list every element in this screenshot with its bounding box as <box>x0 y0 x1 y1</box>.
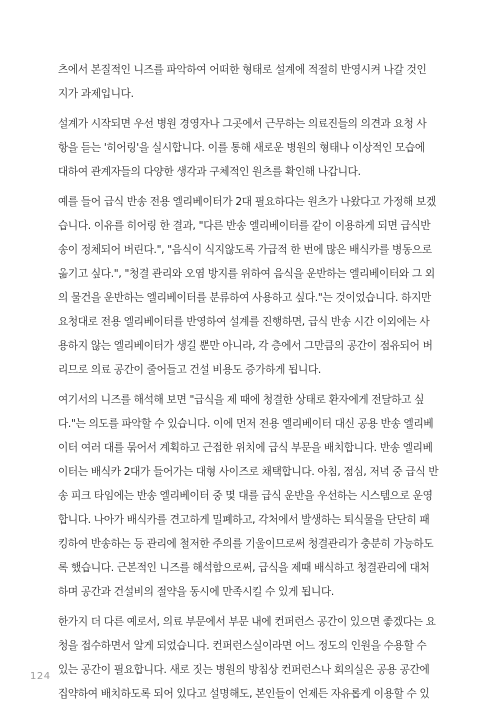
text-line: 집약하여 배치하도록 되어 있다고 설명해도, 본인들이 언제든 자유롭게 이용할 수 있 <box>58 688 430 700</box>
text-line: 록 했습니다. 근본적인 니즈를 해석함으로써, 급식을 제때 배식하고 청결관리에 대처 <box>58 562 430 574</box>
text-line: 예를 들어 급식 반송 전용 엘리베이터가 2대 필요하다는 원츠가 나왔다고 가정해 보겠 <box>58 196 436 208</box>
paragraph <box>58 610 452 706</box>
text-line: 송 피크 타임에는 반송 엘리베이터 중 몇 대를 급식 운반을 우선하는 시스템으로 운영 <box>58 490 433 502</box>
paragraph-list <box>58 58 452 706</box>
text-line: 츠에서 본질적인 니즈를 파악하여 어떠한 형태로 설계에 적절히 반영시켜 나갈 것인 <box>58 64 427 76</box>
text-line: 대하여 관계자들의 다양한 생각과 구체적인 원츠를 확인해 나갑니다. <box>58 166 361 178</box>
text-line: 송이 정체되어 버린다.", "음식이 식지않도록 가급적 한 번에 많은 배식카를 병동으로 <box>58 244 432 256</box>
text-line: 여기서의 니즈를 해석해 보면 "급식을 제 때에 청결한 상태로 환자에게 전달하고 싶 <box>58 394 425 406</box>
text-line: 한가지 더 다른 예로서, 의료 부문에서 부문 내에 컨퍼런스 공간이 있으면 좋겠다는 요 <box>58 616 436 628</box>
text-line: 있는 공간이 필요합니다. 새로 짓는 병원의 방침상 컨퍼런스나 회의실은 공용 공간에 <box>58 664 430 676</box>
text-line: 다."는 의도를 파악할 수 있습니다. 이에 먼저 전용 엘리베이터 대신 공용 반송 엘리베 <box>58 418 434 430</box>
text-line: 항을 듣는 '히어링'을 실시합니다. 이를 통해 새로운 병원의 형태나 이상적인 모습에 <box>58 142 425 154</box>
text-line: 지가 과제입니다. <box>58 88 134 100</box>
text-line: 킹하여 반송하는 등 관리에 철저한 주의를 기울이므로써 청결관리가 충분히 가능하도 <box>58 538 434 550</box>
text-line: 옮기고 싶다.", "청결 관리와 오염 방지를 위하여 음식을 운반하는 엘리베이터와 그 외 <box>58 268 435 280</box>
page-body <box>58 58 452 712</box>
text-line: 의 물건을 운반하는 엘리베이터를 분류하여 사용하고 싶다."는 것이었습니다. 하지만 <box>58 292 431 304</box>
page-number: 124 <box>30 671 51 682</box>
text-line: 요청대로 전용 엘리베이터를 반영하여 설계를 진행하면, 급식 반송 시간 이외에는 사 <box>58 316 430 328</box>
text-line: 습니다. 이유를 히어링 한 결과, "다른 반송 엘리베이터를 같이 이용하게 되면 급식반 <box>58 220 431 232</box>
paragraph <box>58 388 452 604</box>
text-line: 용하지 않는 엘리베이터가 생길 뿐만 아니라, 각 층에서 그만큼의 공간이 점유되어 버 <box>58 340 433 352</box>
paragraph <box>58 190 452 382</box>
paragraph <box>58 58 452 106</box>
text-line: 이터는 배식카 2대가 들어가는 대형 사이즈로 채택합니다. 아침, 점심, 저녁 중 급식 반 <box>58 466 439 478</box>
text-line: 합니다. 나아가 배식카를 견고하게 밀폐하고, 각처에서 발생하는 퇴식물을 단단히 패 <box>58 514 430 526</box>
text-line: 이터 여러 대를 묶어서 계획하고 근접한 위치에 급식 부문을 배치합니다. 반송 엘리베 <box>58 442 433 454</box>
text-line: 리므로 의료 공간이 줄어들고 건설 비용도 증가하게 됩니다. <box>58 364 321 376</box>
text-line: 청을 접수하면서 알게 되었습니다. 컨퍼런스실이라면 어느 정도의 인원을 수용할 수 <box>58 640 427 652</box>
text-line: 하며 공간과 건설비의 절약을 동시에 만족시킬 수 있게 됩니다. <box>58 586 334 598</box>
text-line: 설계가 시작되면 우선 병원 경영자나 그곳에서 근무하는 의료진들의 의견과 요청 사 <box>58 118 427 130</box>
paragraph <box>58 112 452 184</box>
